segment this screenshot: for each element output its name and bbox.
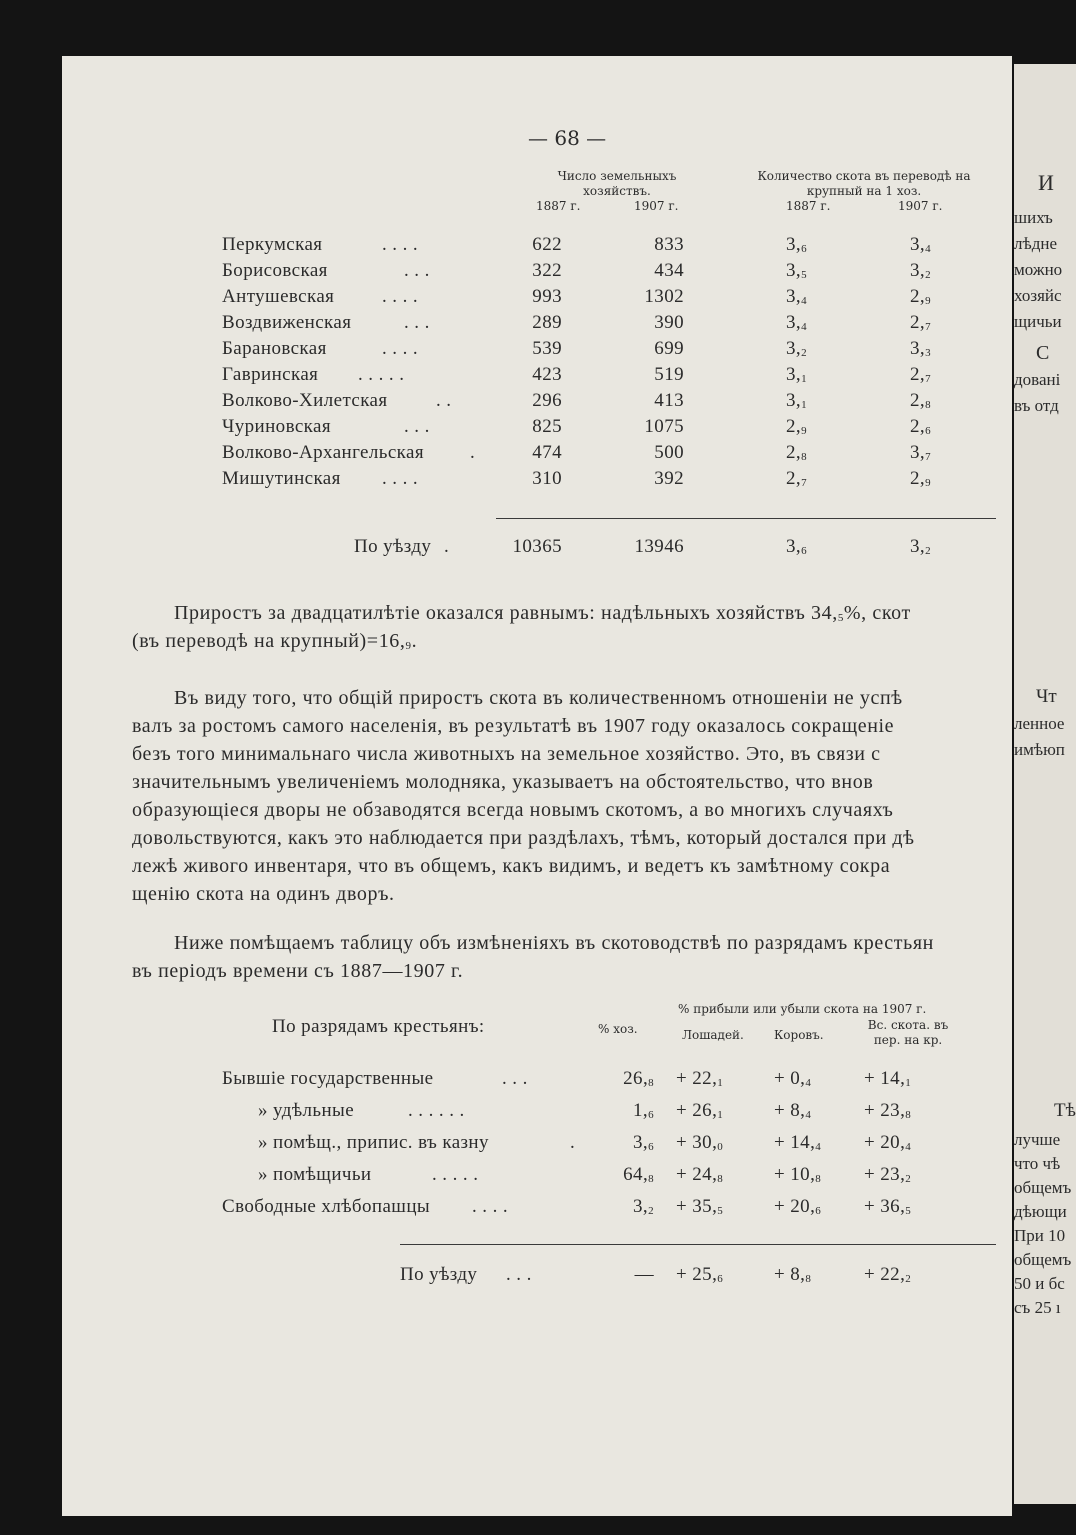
farms-1907: 390 [654,312,684,333]
text-fragment: лѣдне [1014,234,1058,253]
text-fragment: щичьи [1014,312,1062,331]
table-row [62,1196,1012,1224]
text-line: значительнымъ увеличеніемъ молодняка, указываетъ на обстоятельство, что внов [132,771,874,793]
leader-dots: . . . [506,1264,532,1285]
text-fragment: имѣюп [1014,740,1065,759]
table2-head-change: % прибыли или убыли скота на 1907 г. [678,1002,927,1016]
district-name: Перкумская [222,234,323,255]
cows-change: + $8,_4$ [774,1100,812,1121]
category-label: Свободные хлѣбопашцы [222,1196,431,1217]
district-name: Барановская [222,338,327,359]
table-row [62,312,1012,338]
district-name: Мишутинская [222,468,341,489]
table-row [62,1164,1012,1192]
leader-dots: . . . [404,312,430,333]
category-label: Бывшіе государственные [222,1068,434,1089]
text-fragment: хозяйс [1014,286,1062,305]
leader-dots: . . . . [382,286,419,307]
total-label: По уѣзду [354,536,432,557]
cattle-1907: $2,_9$ [910,286,931,307]
district-name: Гавринская [222,364,319,385]
page-number: — 68 — [528,126,607,150]
cows-change: + $14,_4$ [774,1132,822,1153]
table1-total-row [62,536,1012,562]
text-line: безъ того минимальнаго числа животныхъ на земельное хозяйство. Это, въ связи с [132,743,881,765]
cattle-1887: $3,_4$ [786,286,807,307]
horses-change: + $24,_8$ [676,1164,724,1185]
cattle-1887: $3,_2$ [786,338,807,359]
leader-dots: . [570,1132,576,1153]
all-cattle-change: + $36,_5$ [864,1196,912,1217]
text-fragment: общемъ [1014,1178,1072,1197]
table1-head-1907: 1907 г. [634,199,679,213]
leader-dots: . . . [502,1068,528,1089]
text-fragment: И [1038,170,1054,195]
leader-dots: . . . . . [432,1164,479,1185]
category-label: » удѣльные [258,1100,355,1121]
pct-farms: $26,_8$ [623,1068,654,1089]
text-fragment: 50 и бс [1014,1274,1065,1293]
leader-dots: . . . . . . [408,1100,465,1121]
table-row [62,390,1012,416]
farms-1887: 825 [532,416,562,437]
table1-head-farms: Число земельныхъ хозяйствъ. [557,169,677,198]
book-page [62,56,1012,1516]
total-label: По уѣзду [400,1264,478,1285]
table1-divider [496,518,996,519]
leader-dots: . . . . [382,338,419,359]
text-fragment: можно [1014,260,1063,279]
leader-dots: . . . . . [358,364,405,385]
farms-1907: 413 [654,390,684,411]
table1-head-1887-cattle: 1887 г. [786,199,831,213]
table1-head-1887: 1887 г. [536,199,581,213]
table2-head-pct-farms: % хоз. [598,1022,638,1036]
farms-1907: 833 [654,234,684,255]
table-row [62,416,1012,442]
text-line: щенію скота на одинъ дворъ. [132,883,395,905]
all-cattle-change: + $23,_8$ [864,1100,912,1121]
all-cattle-change-total: + $22,_2$ [864,1264,912,1285]
horses-change: + $30,_0$ [676,1132,724,1153]
farms-1887: 539 [532,338,562,359]
table2-total-row [62,1264,1012,1292]
cattle-1907: $2,_8$ [910,390,931,411]
cattle-1907: $3,_3$ [910,338,931,359]
table2-head-horses: Лошадей. [682,1028,744,1042]
cattle-1887: $2,_8$ [786,442,807,463]
table-row [62,338,1012,364]
leader-dots: . . . . [382,234,419,255]
cattle-1887: $2,_7$ [786,468,807,489]
pct-farms: $3,_2$ [633,1196,654,1217]
table2-head-category: По разрядамъ крестьянъ: [272,1016,485,1037]
cattle-1907: $2,_9$ [910,468,931,489]
cattle-1887: $3,_4$ [786,312,807,333]
pct-farms: $64,_8$ [623,1164,654,1185]
all-cattle-change: + $20,_4$ [864,1132,912,1153]
farms-1887: 474 [532,442,562,463]
pct-farms: $1,_6$ [633,1100,654,1121]
text-line: Ниже помѣщаемъ таблицу объ измѣненіяхъ въ скотоводствѣ по разрядамъ крестьян [174,932,934,954]
cattle-1907: $3,_7$ [910,442,931,463]
cows-change: + $10,_8$ [774,1164,822,1185]
text-fragment: Чт [1036,686,1057,707]
table-row [62,1068,1012,1096]
table2-head-cows: Коровъ. [774,1028,824,1042]
category-label: » помѣщичьи [258,1164,372,1185]
farms-1887: 423 [532,364,562,385]
text-fragment: С [1036,342,1050,364]
table-row [62,364,1012,390]
text-line: валъ за ростомъ самого населенія, въ результатѣ въ 1907 году оказалось сокращеніе [132,715,895,737]
leader-dots: . [444,536,450,557]
pct-farms-total: — [634,1264,654,1285]
paragraph-growth-line2: (въ переводѣ на $крупный)=16,_9$. [132,630,418,652]
farms-1887: 310 [532,468,562,489]
district-name: Борисовская [222,260,328,281]
table2-head-all-cattle: Вс. скота. въ пер. на кр. [867,1018,949,1047]
all-cattle-change: + $23,_2$ [864,1164,912,1185]
district-name: Волково-Хилетская [222,390,388,411]
farms-1907: 500 [654,442,684,463]
table-row [62,468,1012,494]
district-name: Воздвиженская [222,312,352,333]
text-fragment: что чѣ [1014,1154,1061,1173]
farms-1887-total: 10365 [512,536,562,557]
farms-1887: 993 [532,286,562,307]
facing-page-fragment [1014,64,1076,1504]
district-name: Чуриновская [222,416,331,437]
text-fragment: При 10 [1014,1226,1066,1245]
farms-1907: 434 [654,260,684,281]
text-fragment: дованi [1014,370,1061,389]
cattle-1887: $3,_5$ [786,260,807,281]
leader-dots: . . [436,390,452,411]
table1-head-1907-cattle: 1907 г. [898,199,943,213]
cattle-1907-total: $3,_2$ [910,536,931,557]
horses-change-total: + $25,_6$ [676,1264,724,1285]
district-name: Волково-Архангельская [222,442,424,463]
cows-change: + $20,_6$ [774,1196,822,1217]
pct-farms: $3,_6$ [633,1132,654,1153]
text-fragment: съ 25 ı [1014,1298,1061,1317]
farms-1887: 289 [532,312,562,333]
farms-1907: 392 [654,468,684,489]
table-row [62,1100,1012,1128]
text-line: Въ виду того, что общій приростъ скота въ количественномъ отношеніи не успѣ [174,687,903,709]
cattle-1907: $3,_2$ [910,260,931,281]
text-fragment: дѣющи [1014,1202,1067,1221]
cattle-1887: $3,_1$ [786,364,807,385]
all-cattle-change: + $14,_1$ [864,1068,912,1089]
leader-dots: . . . . [472,1196,509,1217]
table2-divider [400,1244,996,1245]
farms-1887: 296 [532,390,562,411]
text-fragment: лучше [1014,1130,1061,1149]
leader-dots: . . . [404,416,430,437]
table1-head-cattle: Количество скота въ переводѣ на крупный на 1 хоз. [757,169,971,198]
cattle-1907: $2,_7$ [910,364,931,385]
leader-dots: . . . [404,260,430,281]
text-fragment: въ отд [1014,396,1059,415]
horses-change: + $22,_1$ [676,1068,724,1089]
horses-change: + $35,_5$ [676,1196,724,1217]
farms-1907: 699 [654,338,684,359]
cattle-1887: $3,_1$ [786,390,807,411]
text-fragment: Тѣ [1054,1100,1076,1121]
text-line: довольствуются, какъ это наблюдается при раздѣлахъ, тѣмъ, который достался при дѣ [132,827,915,849]
district-name: Антушевская [222,286,335,307]
text-fragment: общемъ [1014,1250,1072,1269]
farms-1887: 322 [532,260,562,281]
text-fragment: ленное [1014,714,1065,733]
table-row [62,442,1012,468]
farms-1907: 519 [654,364,684,385]
text-line: лежѣ живого инвентаря, что въ общемъ, какъ видимъ, и ведетъ къ замѣтному сокра [132,855,891,877]
leader-dots: . [470,442,476,463]
farms-1887: 622 [532,234,562,255]
cows-change-total: + $8,_8$ [774,1264,812,1285]
cattle-1907: $3,_4$ [910,234,931,255]
cattle-1887: $2,_9$ [786,416,807,437]
cattle-1907: $2,_7$ [910,312,931,333]
paragraph-growth-line1: Приростъ за двадцатилѣтіе оказался равнымъ: надѣльныхъ хозяйствъ $34,_5\%$, скот [174,602,911,624]
horses-change: + $26,_1$ [676,1100,724,1121]
farms-1907-total: 13946 [634,536,684,557]
leader-dots: . . . . [382,468,419,489]
text-fragment: шихъ [1014,208,1053,227]
cattle-1887-total: $3,_6$ [786,536,807,557]
cows-change: + $0,_4$ [774,1068,812,1089]
farms-1907: 1075 [644,416,684,437]
table-row [62,234,1012,260]
farms-1907: 1302 [644,286,684,307]
cattle-1887: $3,_6$ [786,234,807,255]
table-row [62,1132,1012,1160]
text-line: образующіеся дворы не обзаводятся всегда новымъ скотомъ, а во многихъ случаяхъ [132,799,894,821]
text-line: въ періодъ времени съ 1887—1907 г. [132,960,464,982]
cattle-1907: $2,_6$ [910,416,931,437]
table-row [62,260,1012,286]
table-row [62,286,1012,312]
category-label: » помѣщ., припис. въ казну [258,1132,489,1153]
